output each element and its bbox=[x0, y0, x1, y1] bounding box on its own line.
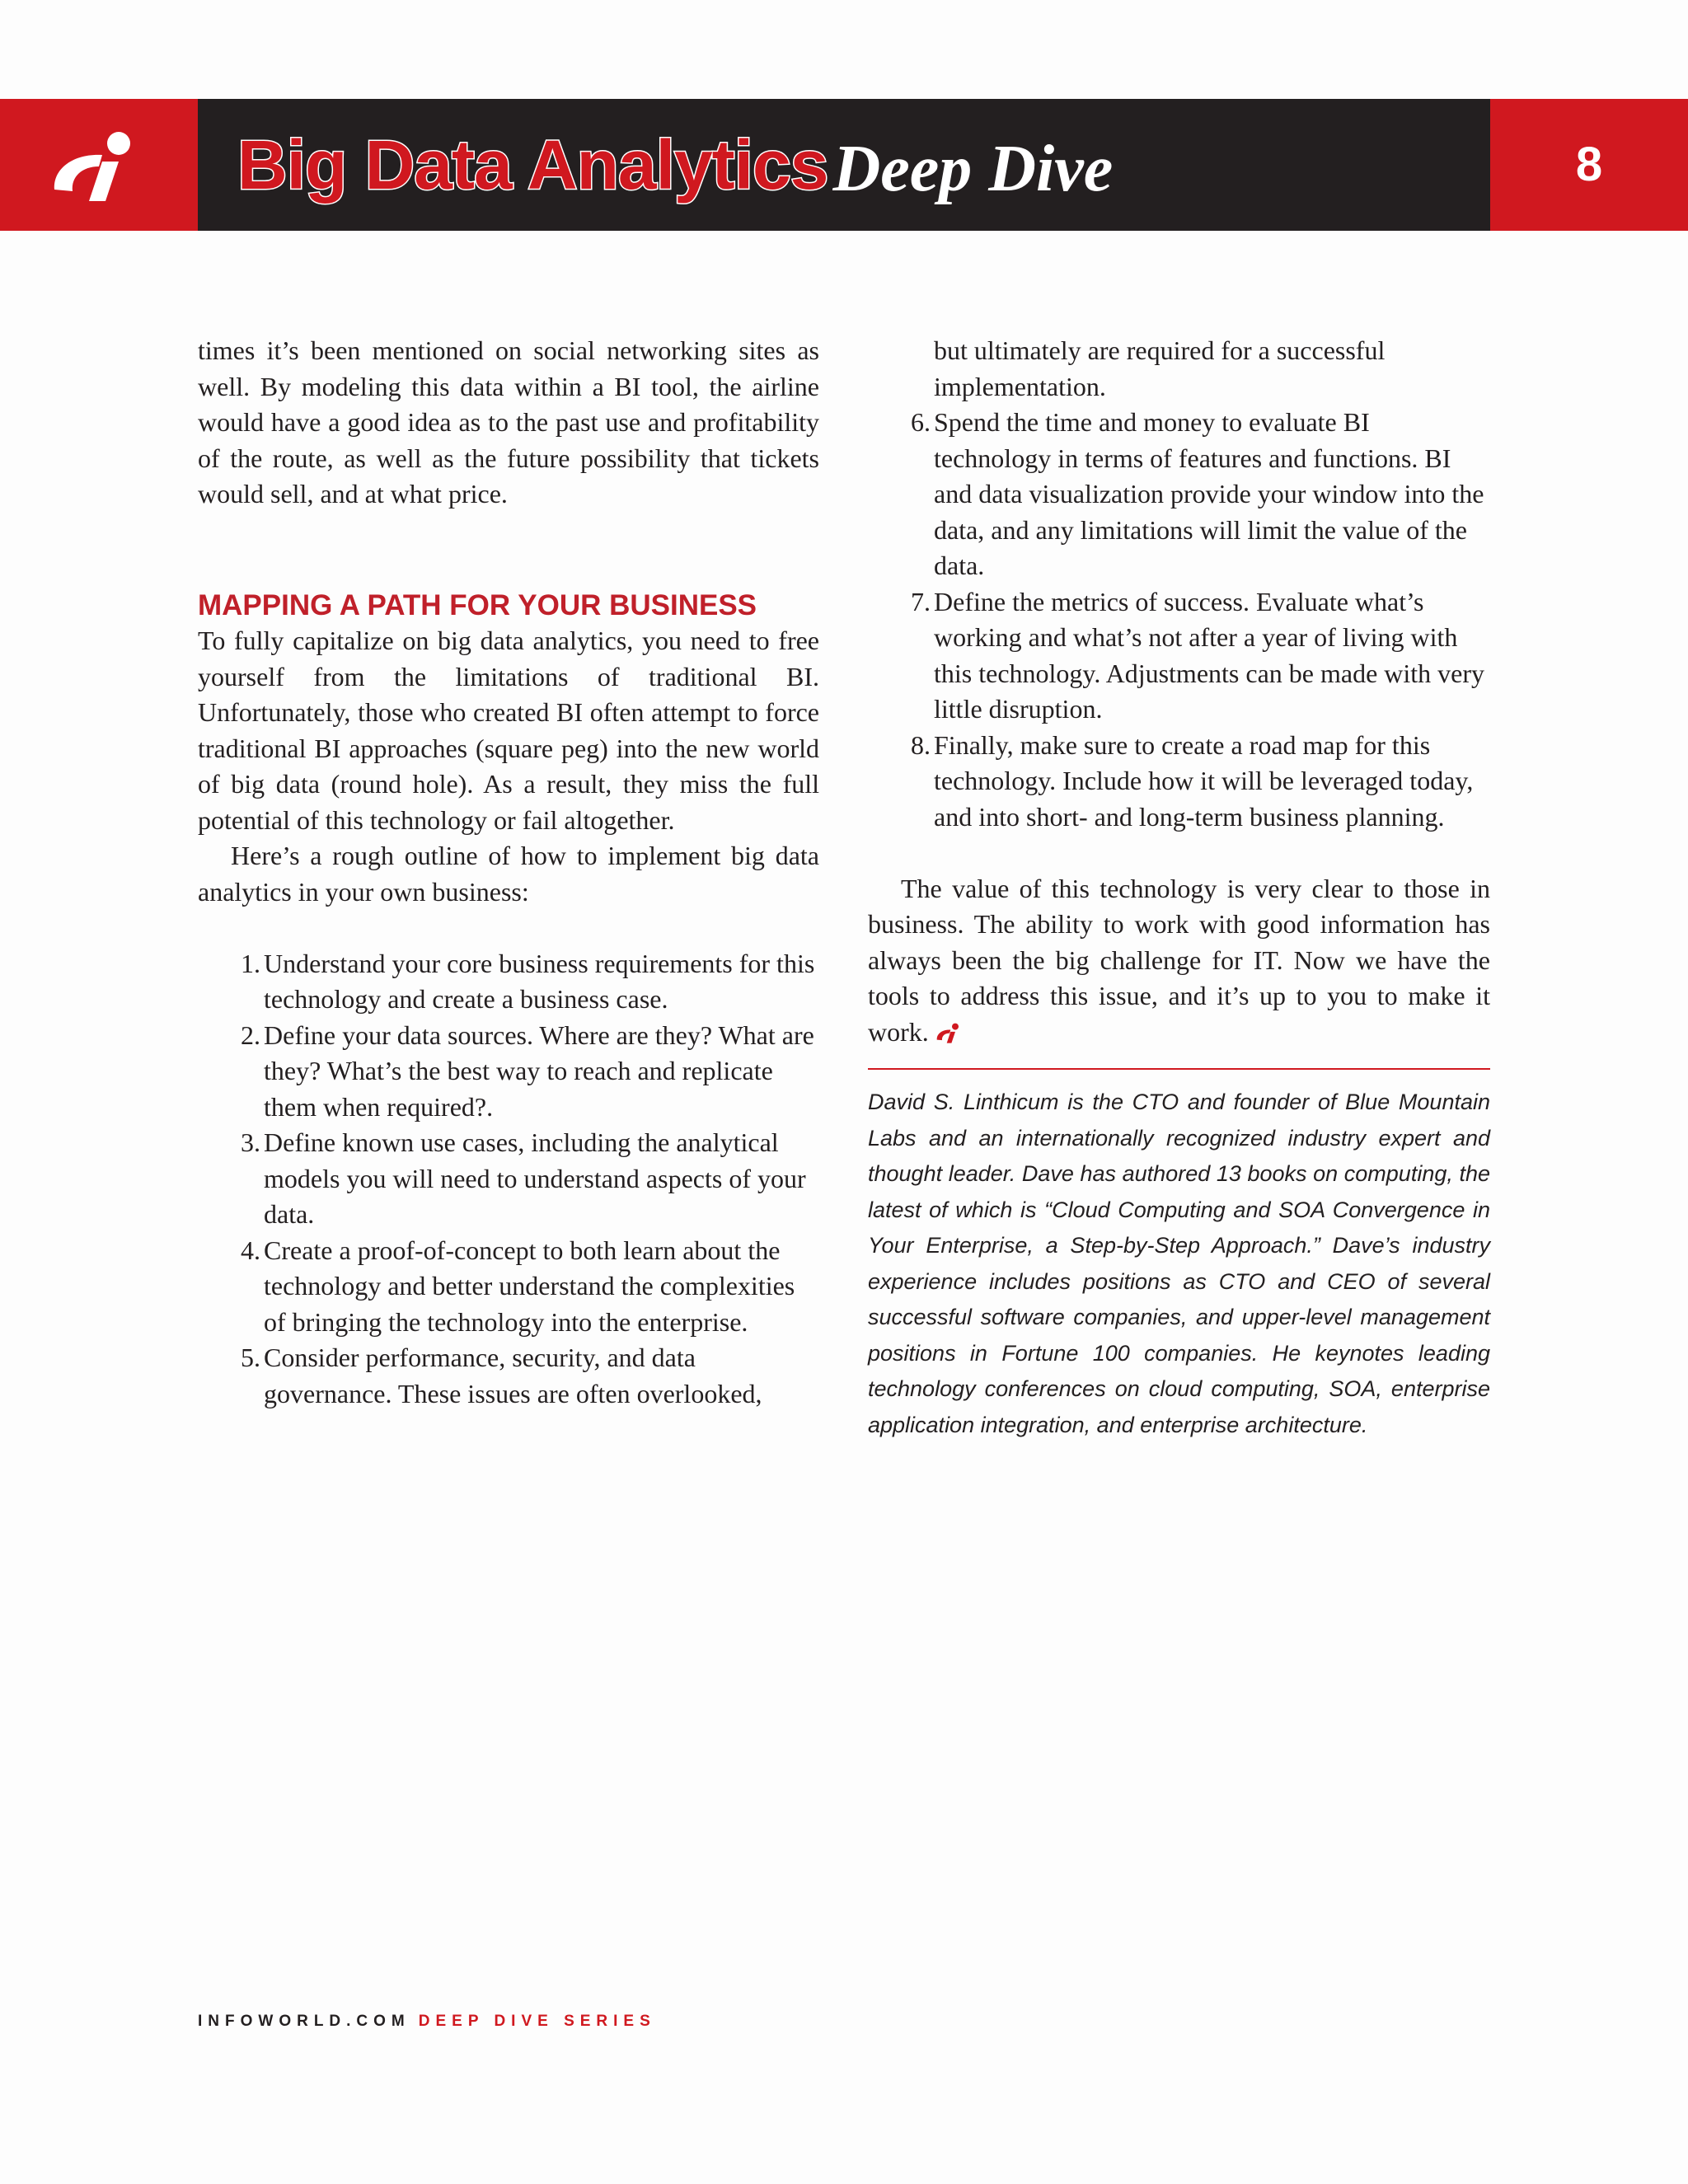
list-text: Define known use cases, including the analytical models you will need to understand aspects of your data. bbox=[264, 1127, 806, 1229]
list-text: Understand your core business requirements for this technology and create a business case. bbox=[264, 948, 815, 1014]
intro-paragraph: times it’s been mentioned on social networking sites as well. By modeling this data within a BI tool, the airline would have a good idea as to the past use and profitability of the route, as well as the future possibility that tickets would sell, and at what price. bbox=[198, 335, 819, 509]
divider-rule bbox=[868, 1068, 1490, 1070]
list-text: Define your data sources. Where are they? What are they? What’s the best way to reach and replicate them when required?. bbox=[264, 1019, 814, 1122]
list-number: 1. bbox=[241, 948, 260, 978]
list-number: 5. bbox=[241, 1343, 260, 1372]
list-number: 4. bbox=[241, 1235, 260, 1265]
list-number: 7. bbox=[911, 586, 931, 616]
closing-text: The value of this technology is very clear to those in business. The ability to work with good information has always been the big challenge for IT. Now we have the tools to address this issue, and it’s up to you to make it work. bbox=[868, 873, 1490, 1047]
list-text: Spend the time and money to evaluate BI technology in terms of features and functions. BI and data visualization provide your window into the data, and any limitations will limit the value of the data. bbox=[934, 407, 1484, 580]
steps-list-right bbox=[868, 333, 1490, 835]
list-text: Finally, make sure to create a road map for this technology. Include how it will be leveraged today, and into short- and long-term business planning. bbox=[934, 729, 1474, 832]
list-item bbox=[241, 946, 819, 1018]
list-text: Define the metrics of success. Evaluate what’s working and what’s not after a year of living with this technology. Adjustments can be made with very little disruption. bbox=[934, 586, 1485, 724]
list-number: 6. bbox=[911, 407, 931, 437]
end-mark-icon bbox=[935, 1021, 962, 1044]
list-item bbox=[911, 405, 1490, 584]
list-item bbox=[241, 1233, 819, 1341]
list-number: 8. bbox=[911, 729, 931, 760]
list-item bbox=[241, 1018, 819, 1126]
right-column bbox=[868, 333, 1490, 1443]
list-item bbox=[241, 1125, 819, 1233]
logo-box bbox=[0, 99, 198, 231]
list-item bbox=[241, 1340, 819, 1412]
list-item-continued bbox=[934, 333, 1490, 405]
list-text: Create a proof-of-concept to both learn about the technology and better understand the complexities of bringing the technology into the enterprise. bbox=[264, 1235, 795, 1337]
list-item bbox=[911, 584, 1490, 728]
page-header bbox=[0, 99, 1688, 231]
list-number: 2. bbox=[241, 1019, 260, 1050]
title-main: Big Data Analytics bbox=[237, 125, 828, 204]
body-paragraph-1: To fully capitalize on big data analytics, you need to free yourself from the limitations of traditional BI. Unfortunately, those who created BI often attempt to force traditional BI approaches (square peg) into the new world of big data (round hole). As a result, they miss the full potential of this technology or fail altogether. bbox=[198, 626, 819, 835]
footer-series: DEEP DIVE SERIES bbox=[418, 2013, 656, 2030]
header-title bbox=[237, 99, 1113, 231]
page-number: 8 bbox=[1490, 99, 1688, 231]
section-heading: MAPPING A PATH FOR YOUR BUSINESS bbox=[198, 588, 757, 621]
footer-site: INFOWORLD.COM bbox=[198, 2013, 410, 2030]
body-paragraph-2: Here’s a rough outline of how to implement big data analytics in your own business: bbox=[198, 841, 819, 907]
list-number: 3. bbox=[241, 1127, 260, 1157]
list-text: Consider performance, security, and data governance. These issues are often overlooked, bbox=[264, 1343, 762, 1408]
closing-paragraph bbox=[868, 871, 1490, 1051]
left-column bbox=[198, 333, 819, 1412]
author-bio: David S. Linthicum is the CTO and founder of Blue Mountain Labs and an internationally recognized industry expert and thought leader. Dave has authored 13 books on computing, the latest of which is “Cloud Computing and SOA Convergence in Your Enterprise, a Step-by-Step Approach.” Dave’s industry experience includes positions as CTO and CEO of several successful software companies, and upper-level management positions in Fortune 100 companies. He keynotes leading technology conferences on cloud computing, SOA, enterprise application integration, and enterprise architecture. bbox=[868, 1090, 1490, 1437]
steps-list-left bbox=[198, 946, 819, 1413]
infoworld-logo-icon bbox=[49, 125, 142, 204]
page-footer bbox=[198, 2013, 656, 2031]
list-text: but ultimately are required for a successful implementation. bbox=[934, 335, 1386, 401]
title-sub: Deep Dive bbox=[832, 132, 1114, 205]
list-item bbox=[911, 728, 1490, 836]
